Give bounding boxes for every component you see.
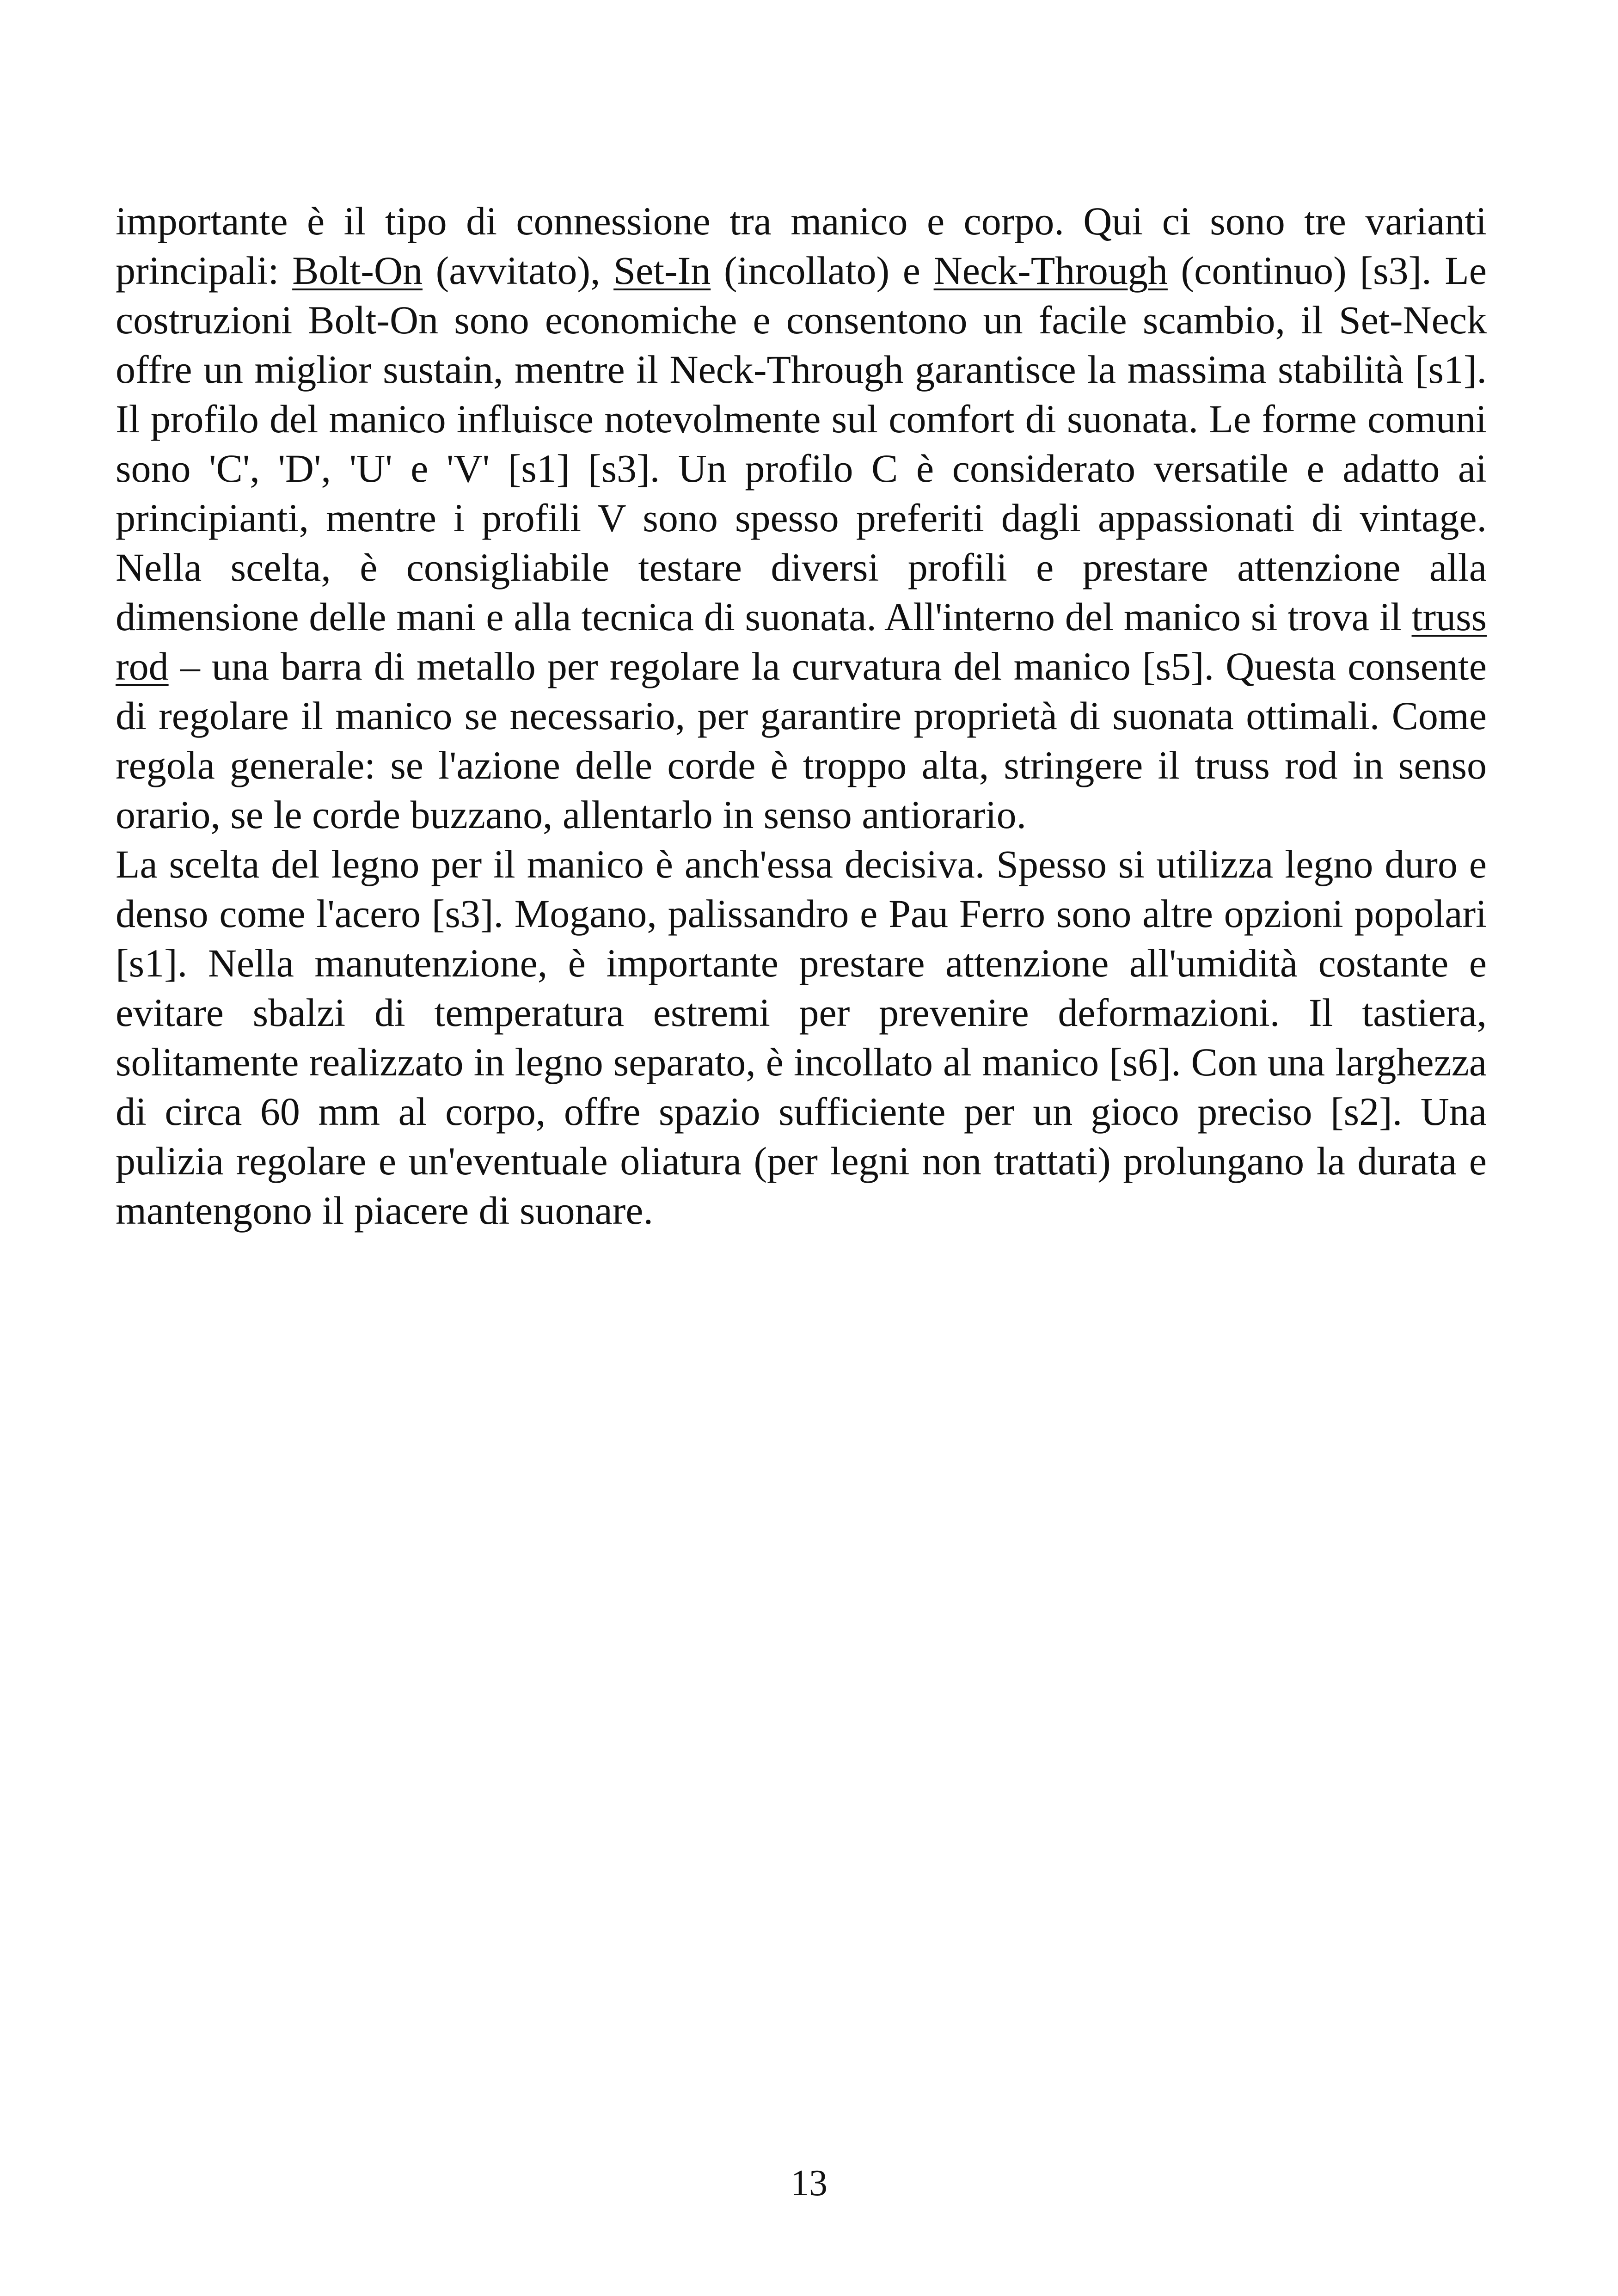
text-segment: – una barra di metallo per regolare la curvatura del manico [s5]. Questa consente di regolare il manico se necessario, per garantire proprietà di suonata ottimali. Come regola generale: se l'azione delle corde è troppo alta, stringere il truss rod in senso orario, se le corde buzzano, allentarlo in senso antiorario. [116,644,1487,837]
text-segment: La scelta del legno per il manico è anch'essa decisiva. Spesso si utilizza legno duro e denso come l'acero [s3]. Mogano, palissandro e Pau Ferro sono altre opzioni popolari [s1]. Nella manutenzione, è importante prestare attenzione all'umidità costante e evitare sbalzi di temperatura estremi per prevenire deformazioni. Il tastiera, solitamente realizzato in legno separato, è incollato al manico [s6]. Con una larghezza di circa 60 mm al corpo, offre spazio sufficiente per un gioco preciso [s2]. Una pulizia regolare e un'eventuale oliatura (per legni non trattati) prolungano la durata e mantengono il piacere di suonare. [116,842,1487,1233]
body-text [116,196,1487,1235]
text-segment: (continuo) [s3]. Le costruzioni Bolt-On sono economiche e consentono un facile scambio, il Set-Neck offre un miglior sustain, mentre il Neck-Through garantisce la massima stabilità [s1]. Il profilo del manico influisce notevolmente sul comfort di suonata. Le forme comuni sono 'C', 'D', 'U' e 'V' [s1] [s3]. Un profilo C è considerato versatile e adatto ai principianti, mentre i profili V sono spesso preferiti dagli appassionati di vintage. Nella scelta, è consigliabile testare diversi profili e prestare attenzione alla dimensione delle mani e alla tecnica di suonata. All'interno del manico si trova il [116,248,1487,639]
paragraph-1 [116,196,1487,840]
text-segment: (incollato) e [711,248,934,293]
term-neck-through: Neck-Through [933,248,1168,293]
term-bolt-on: Bolt-On [292,248,423,293]
text-segment: importante è il tipo di connessione tra manico e corpo. Qui ci sono tre varianti principali: [116,199,1487,293]
term-truss-rod: truss rod [116,595,1487,688]
paragraph-2 [116,840,1487,1235]
term-set-in: Set-In [613,248,711,293]
text-segment: (avvitato), [423,248,614,293]
page-number: 13 [791,2163,827,2204]
